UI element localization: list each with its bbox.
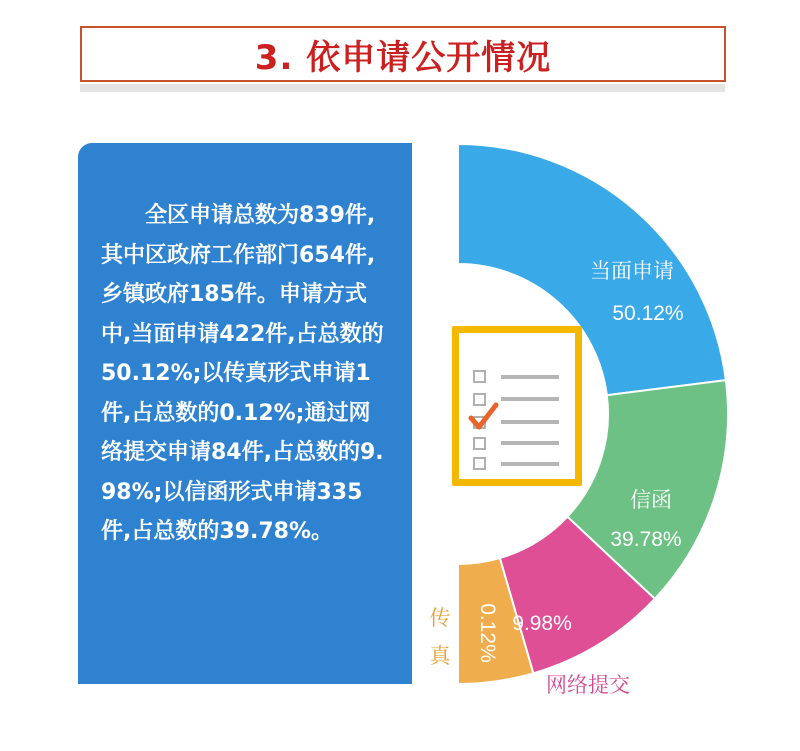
label-当面申请: 当面申请: [590, 260, 674, 283]
label-网络提交: 网络提交: [546, 674, 630, 697]
value-网络提交: 9.98%: [512, 612, 572, 635]
label-传真-line2: 真: [429, 645, 451, 668]
checklist-icon: [452, 326, 582, 486]
page-title: 3. 依申请公开情况: [254, 37, 552, 78]
value-信函: 39.78%: [610, 528, 682, 551]
value-传真: 0.12%: [476, 603, 499, 663]
summary-text: 全区申请总数为839件,其中区政府工作部门654件,乡镇政府185件。申请方式中,当面申请422件,占总数的50.12%;以传真形式申请1件,占总数的0.12%;通过网络提交申请84件,占总数的9.98%;以信函形式申请335件,占总数的39.78%。: [101, 203, 384, 544]
value-当面申请: 50.12%: [612, 302, 684, 325]
label-信函: 信函: [630, 489, 672, 512]
label-传真-line1: 传: [429, 607, 451, 630]
